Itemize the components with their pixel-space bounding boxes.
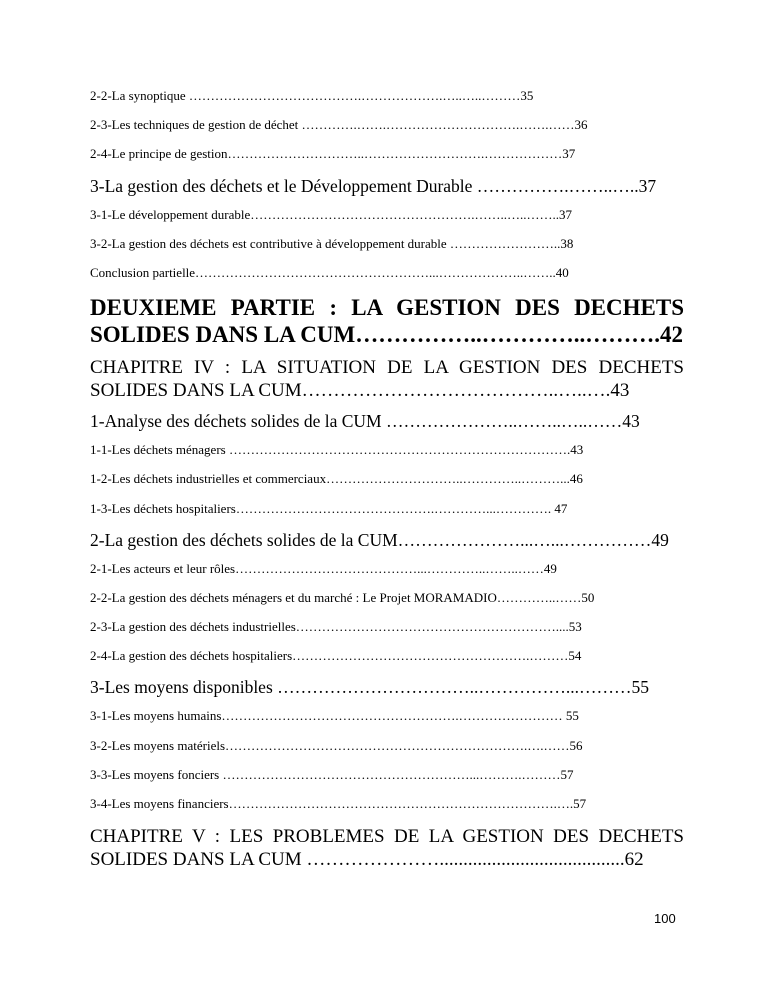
toc-section-heading: 3-Les moyens disponibles ……………………………..……………...………55 <box>90 677 650 698</box>
toc-section-heading: 3-La gestion des déchets et le Développement Durable …………….……..…..37 <box>90 175 657 196</box>
toc-chapter-heading: CHAPITRE IV : LA SITUATION DE LA GESTION DES DECHETS SOLIDES DANS LA CUM…………………………………..…..….43 <box>90 357 684 402</box>
toc-entry: 3-4-Les moyens financiers………………………………………………………………….….57 <box>90 796 587 811</box>
toc-chapter-heading: CHAPITRE V : LES PROBLEMES DE LA GESTION DES DECHETS SOLIDES DANS LA CUM ………………….......................................62 <box>90 826 684 871</box>
toc-entry: 2-3-La gestion des déchets industrielles……………………………………………………....53 <box>90 619 582 635</box>
toc-entry: 3-1-Le développement durable…………………………………………….……..…..……..37 <box>90 206 573 222</box>
toc-entry: 3-2-Les moyens matériels…………………………………………………………….….……56 <box>90 737 583 753</box>
toc-entry: 1-2-Les déchets industrielles et commerciaux…………………………..…………..………...46 <box>90 471 583 487</box>
toc-entry: 2-2-La synoptique ………………………………….……………….…..…..………35 <box>90 88 534 103</box>
toc-entry: 3-3-Les moyens fonciers …………………………………………………...……….………57 <box>90 766 574 782</box>
page-number: 100 <box>654 911 676 926</box>
toc-entry: 2-1-Les acteurs et leur rôles……………………………………...…………..……..……49 <box>90 560 557 576</box>
table-of-contents <box>90 88 684 880</box>
toc-entry: 2-4-La gestion des déchets hospitaliers……………………………………………….………54 <box>90 648 582 664</box>
toc-section-heading: 1-Analyse des déchets solides de la CUM …………………..……..…..……43 <box>90 411 640 432</box>
toc-entry: Conclusion partielle………………………………………………...………………..……..40 <box>90 264 569 280</box>
toc-entry: 1-1-Les déchets ménagers …………………………………………………………………….43 <box>90 442 584 458</box>
toc-entry: 3-1-Les moyens humains……………………………………………….…………………… 55 <box>90 708 579 724</box>
toc-entry: 2-4-Le principe de gestion…………………………..……………………….………………37 <box>90 146 576 162</box>
toc-part-heading: DEUXIEME PARTIE : LA GESTION DES DECHETS SOLIDES DANS LA CUM……………..…………..……….42 <box>90 295 684 348</box>
toc-entry: 1-3-Les déchets hospitaliers……………………………………….…………...…………. 47 <box>90 500 568 516</box>
toc-entry: 2-3-Les techniques de gestion de déchet ………….…….………………………….…….……36 <box>90 117 588 133</box>
toc-section-heading: 2-La gestion des déchets solides de la CUM…………………...…...……………49 <box>90 529 669 550</box>
toc-entry: 2-2-La gestion des déchets ménagers et du marché : Le Projet MORAMADIO…………..……50 <box>90 589 595 605</box>
toc-entry: 3-2-La gestion des déchets est contributive à développement durable ……………………..38 <box>90 235 574 251</box>
